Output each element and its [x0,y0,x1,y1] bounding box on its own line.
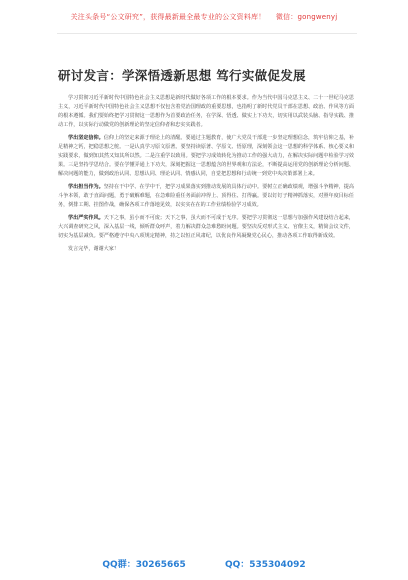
footer-qq-group: QQ群：30265665 [102,560,186,570]
paragraph-lead: 学出担当作为。 [68,184,104,190]
paragraph [58,94,354,130]
paragraph [58,134,354,179]
footer-contact [0,557,408,570]
closing-remark: 发言完毕，谢谢大家！ [68,246,119,252]
header-divider [57,33,357,34]
footer-qq: QQ：535304092 [224,560,306,570]
paragraph-lead: 学出严实作风。 [68,215,104,221]
paragraph-text: 学习贯彻习近平新时代中国特色社会主义思想是新时代做好各项工作的根本要求。作为当代中国马克思主义、二十一世纪马克思主义，习近平新时代中国特色社会主义思想不仅包含着党治国理政的重要思想，也指明了新时代党员干部在思想、政治、作风等方面的根本遵循。我们要始终把学习贯彻这一思想作为首要政治任务，在学深、悟透、做实上下功夫，切实用以武装头脑、指导实践、推动工作，以实际行动做党的创新理论的坚定信仰者和忠实实践者。 [58,95,354,128]
paragraph-text: 坚持在干中学、在学中干，把学习成果落实到推动发展的具体行动中。要树立正确政绩观，增强斗争精神，提高斗争本领，敢于直面问题，勇于破解难题，在急难险重任务面前冲得上、顶得住、打得赢。要以钉钉子精神抓落实，对照年度目标任务，倒排工期、挂图作战，确保各项工作落地见效，以实实在在的工作业绩检验学习成效。 [58,184,354,208]
paragraph-text: 信仰上的坚定来源于理论上的清醒。要通过主题教育，使广大党员干部进一步坚定理想信念，筑牢信仰之基，补足精神之钙，把稳思想之舵。一是认真学习原文原著。要坚持读原著、学原文、悟原理，深刻领会这一思想的科学体系、核心要义和实践要求，做到知其然又知其所以然。二是注重学以致用。要把学习成效转化为推动工作的强大动力，在解决实际问题中检验学习效果。三是坚持学思结合。要在学懂弄通上下功夫，深刻把握这一思想蕴含的世界观和方法论，不断提高运用党的创新理论分析问题、解决问题的能力，做到政治认同、思想认同、理论认同、情感认同，自觉把思想和行动统一到党中央决策部署上来。 [58,135,354,177]
paragraph [58,183,354,210]
paragraph [58,214,354,241]
banner-promo-text: 关注头条号“公文研究”，获得最新最全最专业的公文资料库！ [70,13,266,21]
paragraph-text: 天下之事，虽小而不可废；天下之事，虽大而不可成于无序。要把学习贯彻这一思想与加强作风建设结合起来，大兴调查研究之风，深入基层一线，倾听群众呼声，着力解决群众急难愁盼问题。要坚决反对形式主义、官僚主义，精简会议文件，切实为基层减负。要严格遵守中央八项规定精神，持之以恒正风肃纪，以优良作风凝聚党心民心，推动各项工作取得新成效。 [58,215,354,239]
header-banner [0,12,408,22]
document-body [58,94,354,258]
page-title: 研讨发言：学深悟透新思想 笃行实做促发展 [58,68,306,83]
banner-wechat-text: 微信：gongwenyj [275,13,338,21]
paragraph-lead: 学出坚定信仰。 [68,135,104,141]
